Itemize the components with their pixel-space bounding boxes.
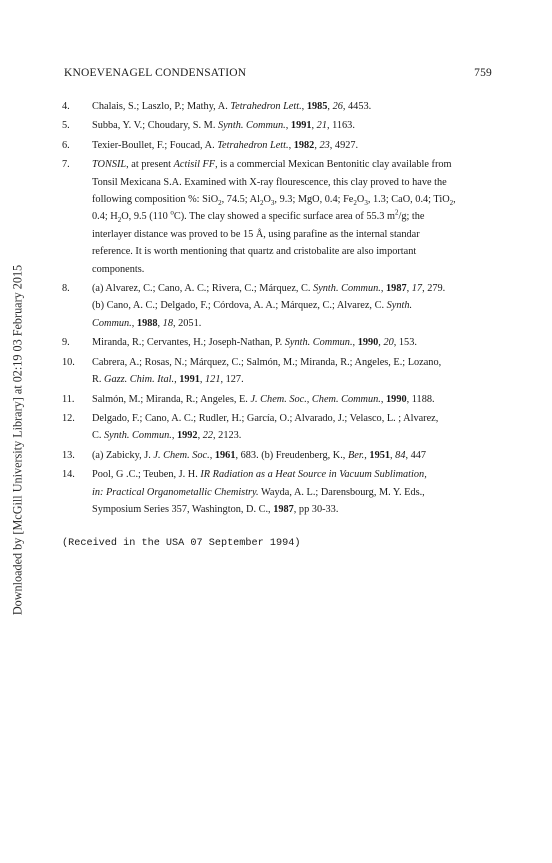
- reference-text-line: [92, 280, 494, 297]
- italic-text: 84: [395, 449, 406, 461]
- italic-text: 22: [202, 430, 214, 442]
- received-date: (Received in the USA 07 September 1994): [62, 538, 301, 549]
- subscript: 2: [117, 216, 122, 225]
- reference-text: Symposium Series 357, Washington, D. C.,: [92, 503, 274, 515]
- reference-text-line: [92, 391, 494, 408]
- bold-text: 1991: [290, 120, 312, 132]
- superscript: 2: [394, 209, 399, 218]
- reference-text-line: [92, 427, 494, 444]
- reference-text-line: [92, 191, 494, 208]
- italic-text: 23: [319, 139, 330, 151]
- reference-text: /g; the: [398, 211, 425, 223]
- reference-text-line: [92, 315, 494, 332]
- reference-text: ,: [171, 430, 177, 442]
- bold-text: 1982: [293, 139, 315, 151]
- italic-text: Ber.: [347, 449, 365, 461]
- reference-text: ,: [157, 317, 163, 329]
- reference-text: ,: [131, 317, 137, 329]
- reference-text: , 9.3; MgO, 0.4; Fe: [274, 194, 354, 206]
- reference-text: , 447: [405, 449, 427, 461]
- reference-text: O, 9.5 (110: [121, 211, 171, 223]
- subscript: 3: [270, 199, 275, 208]
- reference-text-line: [92, 243, 494, 260]
- reference-number: 6.: [62, 139, 70, 151]
- reference-text: C). The clay showed a specific surface area of 55.3 m: [173, 211, 395, 223]
- reference-text: ,: [378, 337, 384, 349]
- reference-item: [62, 391, 494, 408]
- reference-text: Texier-Boullet, F.; Foucad, A.: [92, 139, 218, 151]
- reference-text: , 153.: [393, 337, 417, 349]
- reference-text: , 4453.: [342, 101, 372, 112]
- reference-text: ,: [209, 449, 215, 461]
- reference-text: ,: [406, 283, 412, 295]
- reference-text: Cabrera, A.; Rosas, N.; Márquez, C.; Salmón, M.; Miranda, R.; Angeles, E.; Lozano,: [92, 356, 442, 368]
- reference-text: , 279.: [422, 283, 446, 295]
- italic-text: Tetrahedron Lett.: [217, 139, 289, 151]
- italic-text: 20: [383, 337, 394, 349]
- reference-text: ,: [197, 430, 203, 442]
- reference-text: ,: [364, 449, 370, 461]
- reference-text: Miranda, R.; Cervantes, H.; Joseph-Nathan, P.: [92, 337, 285, 349]
- reference-text-line: [92, 334, 494, 351]
- subscript: 2: [218, 199, 222, 208]
- reference-text: ,: [174, 374, 180, 386]
- reference-item: [62, 466, 494, 518]
- reference-number: 9.: [62, 337, 70, 349]
- italic-text: Synth. Commun.: [284, 337, 353, 349]
- reference-text: reference. It is worth mentioning that quartz and cristobalite are also important: [92, 246, 417, 258]
- reference-text-line: [92, 297, 494, 314]
- bold-text: 1991: [179, 374, 200, 386]
- reference-text-line: [92, 156, 494, 173]
- reference-item: [62, 280, 494, 332]
- reference-text: Chalais, S.; Laszlo, P.; Mathy, A.: [92, 101, 231, 112]
- bold-text: 1987: [273, 503, 294, 515]
- reference-text: ,: [199, 374, 206, 386]
- reference-text: , at present: [126, 159, 174, 171]
- bold-text: 1990: [357, 337, 379, 349]
- bold-text: 1985: [306, 101, 328, 112]
- reference-text: ,: [453, 194, 456, 206]
- reference-text: , 2051.: [172, 317, 202, 329]
- italic-text: Gazz. Chim. Ital.: [104, 374, 175, 386]
- reference-text: ,: [352, 337, 358, 349]
- reference-text: ,: [288, 139, 294, 151]
- bold-text: 1987: [386, 283, 407, 295]
- reference-number: 8.: [62, 283, 70, 295]
- reference-item: [62, 410, 494, 445]
- reference-item: [62, 156, 494, 278]
- reference-number: 7.: [62, 159, 70, 171]
- reference-text: , pp 30-33.: [293, 503, 339, 515]
- reference-item: [62, 137, 494, 154]
- reference-text: ,: [314, 139, 320, 151]
- reference-text-line: [92, 98, 494, 115]
- reference-text: (a) Alvarez, C.; Cano, A. C.; Rivera, C.; Márquez, C.: [92, 283, 314, 295]
- reference-number: 11.: [62, 393, 75, 405]
- italic-text: 21: [316, 120, 327, 132]
- reference-text-line: [92, 410, 494, 427]
- reference-text: ,: [327, 101, 333, 112]
- italic-text: Synth.: [386, 300, 413, 312]
- reference-text: Salmón, M.; Miranda, R.; Angeles, E.: [92, 393, 251, 405]
- reference-text-line: [92, 371, 494, 388]
- reference-text: interlayer distance was proved to be 15 Å, using parafine as the internal standar: [92, 228, 420, 240]
- bold-text: 1992: [176, 430, 198, 442]
- bold-text: 1951: [369, 449, 391, 461]
- reference-text-line: [92, 447, 494, 464]
- reference-text: , 2123.: [213, 430, 242, 442]
- reference-text: ,: [390, 449, 396, 461]
- bold-text: 1990: [386, 393, 407, 405]
- reference-text: , 1188.: [406, 393, 435, 405]
- italic-text: Synth. Commun.: [313, 283, 381, 295]
- reference-text: , 74.5; Al: [221, 194, 260, 206]
- page-number: 759: [474, 67, 492, 79]
- reference-item: [62, 354, 494, 389]
- italic-text: Synth. Commun.: [104, 430, 172, 442]
- reference-number: 5.: [62, 120, 70, 132]
- reference-text: Wayda, A. L.; Darensbourg, M. Y. Eds.,: [258, 486, 425, 498]
- reference-item: [62, 98, 494, 115]
- reference-text: , 1.3; CaO, 0.4; TiO: [367, 194, 450, 206]
- reference-number: 4.: [62, 101, 70, 112]
- reference-text: Subba, Y. V.; Choudary, S. M.: [92, 120, 218, 132]
- italic-text: 26: [332, 101, 343, 112]
- reference-text-line: [92, 466, 494, 483]
- reference-text: ,: [301, 101, 307, 112]
- bold-text: 1988: [136, 317, 158, 329]
- reference-text: , 127.: [220, 374, 244, 386]
- reference-text: Pool, G .C.; Teuben, J. H.: [92, 469, 201, 481]
- reference-text: ,: [380, 393, 387, 405]
- reference-text: ,: [380, 283, 387, 295]
- reference-text: , 683. (b) Freudenberg, K.,: [235, 449, 348, 461]
- download-watermark-text: Downloaded by [McGill University Library] at 02:19 03 February 2015: [10, 264, 25, 616]
- subscript: 3: [364, 199, 368, 208]
- reference-text: Tonsil Mexicana S.A. Examined with X-ray flourescence, this clay proved to have the: [92, 176, 447, 188]
- reference-item: [62, 117, 494, 134]
- reference-text: (a) Zabicky, J.: [92, 449, 154, 461]
- reference-text: , is a commercial Mexican Bentonitic clay available from: [215, 159, 452, 171]
- reference-text: ,: [285, 120, 291, 132]
- reference-text-line: [92, 117, 494, 134]
- reference-text: C.: [92, 430, 105, 442]
- reference-text-line: [92, 208, 494, 225]
- italic-text: 18: [162, 317, 173, 329]
- reference-number: 12.: [62, 412, 75, 424]
- running-title: KNOEVENAGEL CONDENSATION: [64, 67, 247, 79]
- reference-text: Delgado, F.; Cano, A. C.; Rudler, H.; García, O.; Alvarado, J.; Velasco, L. ; Alvarez,: [92, 412, 439, 424]
- italic-text: 121: [205, 374, 221, 386]
- reference-text: ,: [311, 120, 317, 132]
- reference-text-line: [92, 501, 494, 518]
- reference-number: 13.: [62, 449, 75, 461]
- reference-text: , 4927.: [329, 139, 359, 151]
- reference-text-line: [92, 354, 494, 371]
- running-head: [64, 67, 492, 83]
- italic-text: J. Chem. Soc., Chem. Commun.: [250, 393, 381, 405]
- bold-text: 1961: [214, 449, 236, 461]
- subscript: 2: [449, 199, 454, 208]
- italic-text: IR Radiation as a Heat Source in Vacuum Sublimation,: [200, 469, 427, 481]
- italic-text: Commun.: [92, 317, 132, 329]
- reference-text-line: [92, 174, 494, 191]
- reference-number: 10.: [62, 356, 75, 368]
- italic-text: TONSIL: [92, 159, 127, 171]
- subscript: 2: [353, 199, 357, 208]
- reference-item: [62, 447, 494, 464]
- reference-text-line: [92, 484, 494, 501]
- italic-text: Tetrahedron Lett.: [230, 101, 302, 112]
- italic-text: Actisil FF: [173, 159, 216, 171]
- reference-text: O: [356, 194, 365, 206]
- reference-text: R.: [92, 374, 105, 386]
- reference-text-line: [92, 226, 494, 243]
- reference-text: (b) Cano, A. C.; Delgado, F.; Córdova, A. A.; Márquez, C.; Alvarez, C.: [92, 300, 387, 312]
- reference-list: [62, 98, 494, 518]
- reference-text: following composition %: SiO: [92, 194, 219, 206]
- italic-text: in: Practical Organometallic Chemistry.: [92, 486, 259, 498]
- italic-text: 17: [411, 283, 423, 295]
- superscript: o: [170, 209, 174, 218]
- reference-text: O: [263, 194, 271, 206]
- download-watermark: [6, 240, 30, 640]
- italic-text: J. Chem. Soc.: [153, 449, 210, 461]
- italic-text: Synth. Commun.: [217, 120, 286, 132]
- subscript: 2: [259, 199, 264, 208]
- reference-text: , 1163.: [326, 120, 355, 132]
- reference-text-line: [92, 137, 494, 154]
- reference-text: 0.4; H: [92, 211, 118, 223]
- reference-item: [62, 334, 494, 351]
- reference-text-line: [92, 261, 494, 278]
- reference-text: components.: [92, 263, 145, 275]
- reference-number: 14.: [62, 469, 75, 481]
